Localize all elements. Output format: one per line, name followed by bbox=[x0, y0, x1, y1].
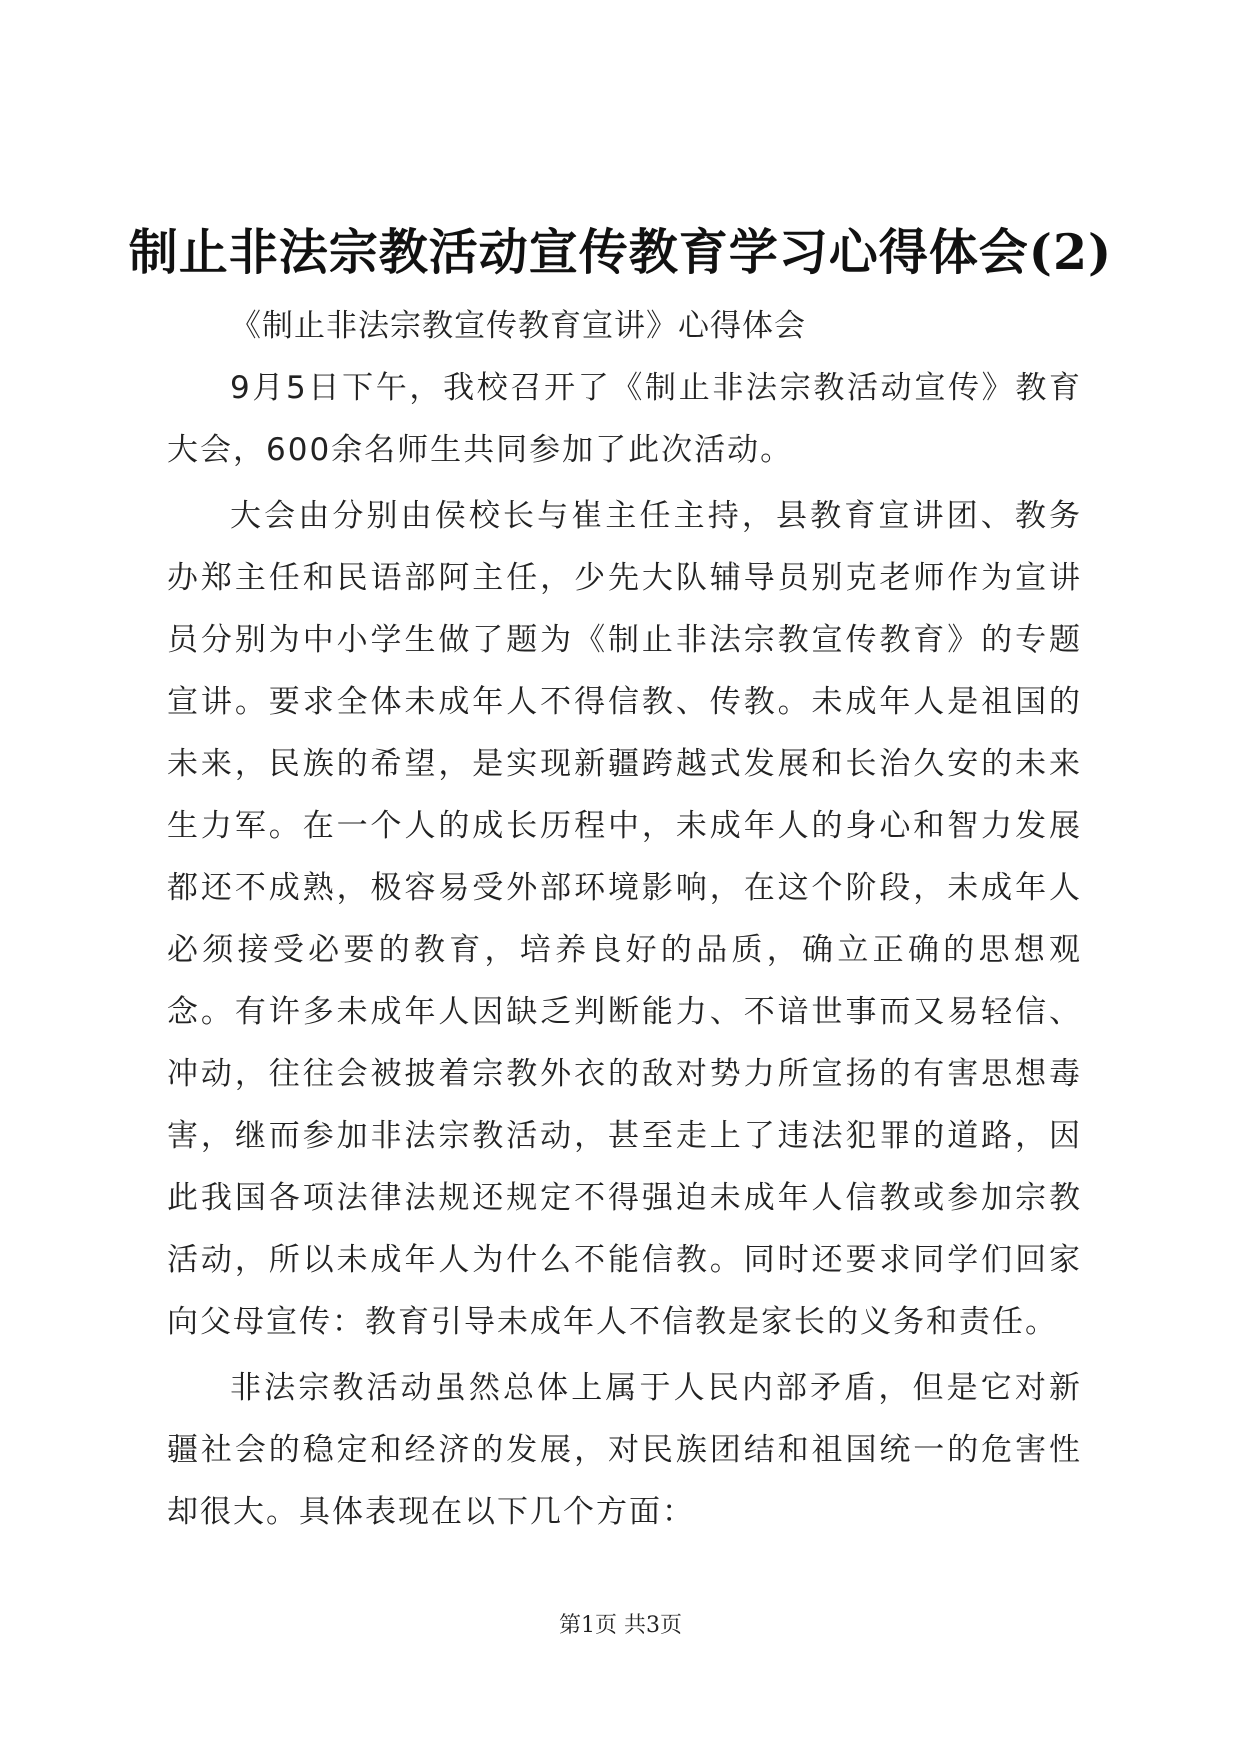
document-subtitle: 《制止非法宗教宣传教育宣讲》心得体会 bbox=[230, 308, 806, 344]
document-title: 制止非法宗教活动宣传教育学习心得体会(2) bbox=[128, 223, 1113, 281]
document-body bbox=[167, 295, 1082, 1543]
paragraph-3: 非法宗教活动虽然总体上属于人民内部矛盾，但是它对新疆社会的稳定和经济的发展，对民族团结和祖国统一的危害性却很大。具体表现在以下几个方面： bbox=[167, 1370, 1082, 1530]
paragraph-1: 9月5日下午，我校召开了《制止非法宗教活动宣传》教育大会，600余名师生共同参加了此次活动。 bbox=[167, 370, 1082, 468]
paragraph-2: 大会由分别由侯校长与崔主任主持，县教育宣讲团、教务办郑主任和民语部阿主任，少先大队辅导员别克老师作为宣讲员分别为中小学生做了题为《制止非法宗教宣传教育》的专题宣讲。要求全体未成年人不得信教、传教。未成年人是祖国的未来，民族的希望，是实现新疆跨越式发展和长治久安的未来生力军。在一个人的成长历程中，未成年人的身心和智力发展都还不成熟，极容易受外部环境影响，在这个阶段，未成年人必须接受必要的教育，培养良好的品质，确立正确的思想观念。有许多未成年人因缺乏判断能力、不谙世事而又易轻信、冲动，往往会被披着宗教外衣的敌对势力所宣扬的有害思想毒害，继而参加非法宗教活动，甚至走上了违法犯罪的道路，因此我国各项法律法规还规定不得强迫未成年人信教或参加宗教活动，所以未成年人为什么不能信教。同时还要求同学们回家向父母宣传：教育引导未成年人不信教是家长的义务和责任。 bbox=[167, 498, 1082, 1340]
page-number-footer: 第1页 共3页 bbox=[559, 1613, 682, 1638]
